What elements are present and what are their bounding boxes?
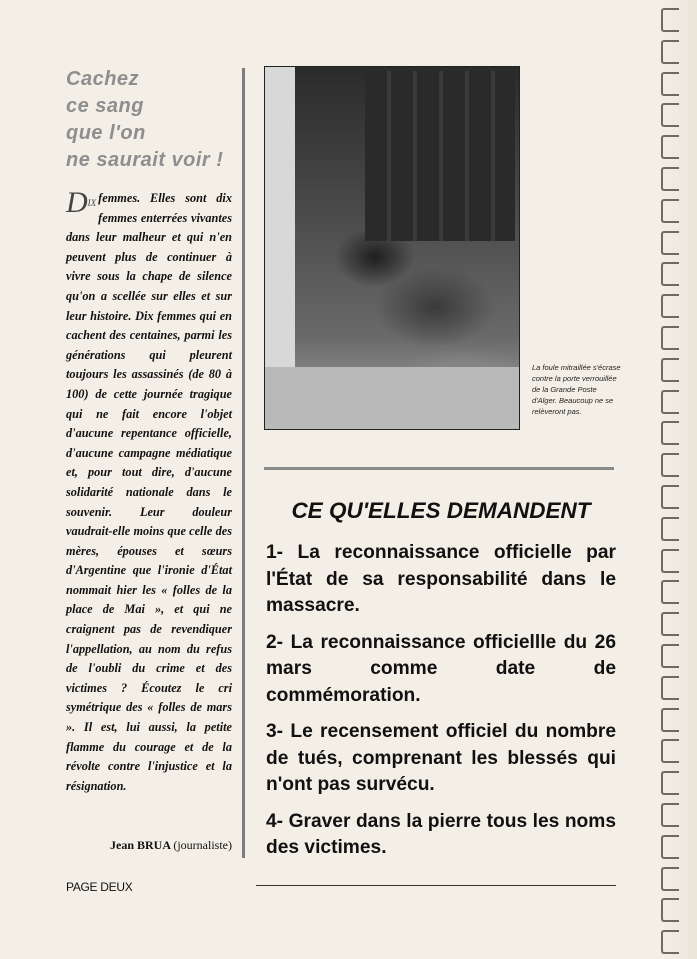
binding-ring xyxy=(661,262,679,286)
binding-ring xyxy=(661,326,679,350)
drop-cap: $D^{IX}$ xyxy=(66,186,97,219)
binding-ring xyxy=(661,930,679,954)
photo-ground xyxy=(265,367,519,429)
news-photo xyxy=(264,66,520,430)
binding-ring xyxy=(661,72,679,96)
headline-line-4: ne saurait voir ! xyxy=(66,149,224,171)
binding-ring xyxy=(661,390,679,414)
binding-ring xyxy=(661,708,679,732)
spiral-binding xyxy=(661,8,683,953)
headline-line-2: ce sang xyxy=(66,95,144,117)
article-text: femmes. Elles sont dix femmes enterrées vivantes dans leur malheur et qui n'en peuvent plus de continuer à vivre sous la chape de silence qu'on a scellée sur elles et sur leur histoire. Dix femmes qui en cachent des centaines, parmi les générations qui pleurent toujours les assassinés (de 80 à 100) de cette journée tragique qui ne fait encore l'objet d'aucune repentance officielle, d'aucune campagne médiatique et, pour tout dire, d'aucune solidarité nationale dans le souvenir. Leur douleur vaudrait-elle moins que celle des mères, épouses et sœurs d'Argentine que l'ironie d'État nommait hier les « folles de la place de Mai », et qui ne craignent pas de revendiquer l'appellation, au nom du refus de l'oubli du crime et des victimes ? Écoutez le cri symétrique des « folles de mars ». Il est, lui aussi, la petite flamme du courage et de la révolte contre l'injustice et la résignation. xyxy=(66,191,232,793)
binding-ring xyxy=(661,199,679,223)
demands-list xyxy=(266,540,616,872)
demand-item: 4- Graver dans la pierre tous les noms des victimes. xyxy=(266,810,616,858)
binding-ring xyxy=(661,898,679,922)
binding-ring xyxy=(661,644,679,668)
headline-line-1: Cachez xyxy=(66,68,140,90)
binding-ring xyxy=(661,612,679,636)
binding-ring xyxy=(661,771,679,795)
binding-ring xyxy=(661,803,679,827)
article-signature xyxy=(110,838,240,853)
binding-ring xyxy=(661,453,679,477)
photo-caption: La foule mitraillée s'écrase contre la porte verrouillée de la Grande Poste d'Alger. Beaucoup ne se relèveront pas. xyxy=(532,363,621,416)
headline-line-3: que l'on xyxy=(66,122,146,144)
binding-ring xyxy=(661,739,679,763)
binding-ring xyxy=(661,676,679,700)
column-divider xyxy=(242,68,245,858)
binding-ring xyxy=(661,8,679,32)
footer-rule xyxy=(256,885,616,886)
author-name: Jean BRUA xyxy=(110,838,171,852)
binding-ring xyxy=(661,421,679,445)
author-role: (journaliste) xyxy=(173,838,232,852)
binding-ring xyxy=(661,40,679,64)
demand-item: 1- La reconnaissance officielle par l'État de sa responsabilité dans le massacre. xyxy=(266,542,616,616)
demands-title: CE QU'ELLES DEMANDENT xyxy=(291,498,591,523)
binding-ring xyxy=(661,103,679,127)
binding-ring xyxy=(661,231,679,255)
demand-item: 3- Le recensement officiel du nombre de tués, comprenant les blessés qui n'ont pas survécu. xyxy=(266,721,616,795)
article-headline xyxy=(66,66,236,174)
binding-ring xyxy=(661,517,679,541)
binding-ring xyxy=(661,867,679,891)
section-divider xyxy=(264,467,614,470)
binding-ring xyxy=(661,485,679,509)
page-label: PAGE DEUX xyxy=(66,880,133,894)
binding-ring xyxy=(661,549,679,573)
binding-ring xyxy=(661,580,679,604)
article-body xyxy=(66,186,232,796)
binding-ring xyxy=(661,135,679,159)
binding-ring xyxy=(661,358,679,382)
photo-door xyxy=(365,71,515,241)
binding-ring xyxy=(661,294,679,318)
binding-ring xyxy=(661,835,679,859)
binding-ring xyxy=(661,167,679,191)
demand-item: 2- La reconnaissance officiellle du 26 mars comme date de commémoration. xyxy=(266,631,616,706)
